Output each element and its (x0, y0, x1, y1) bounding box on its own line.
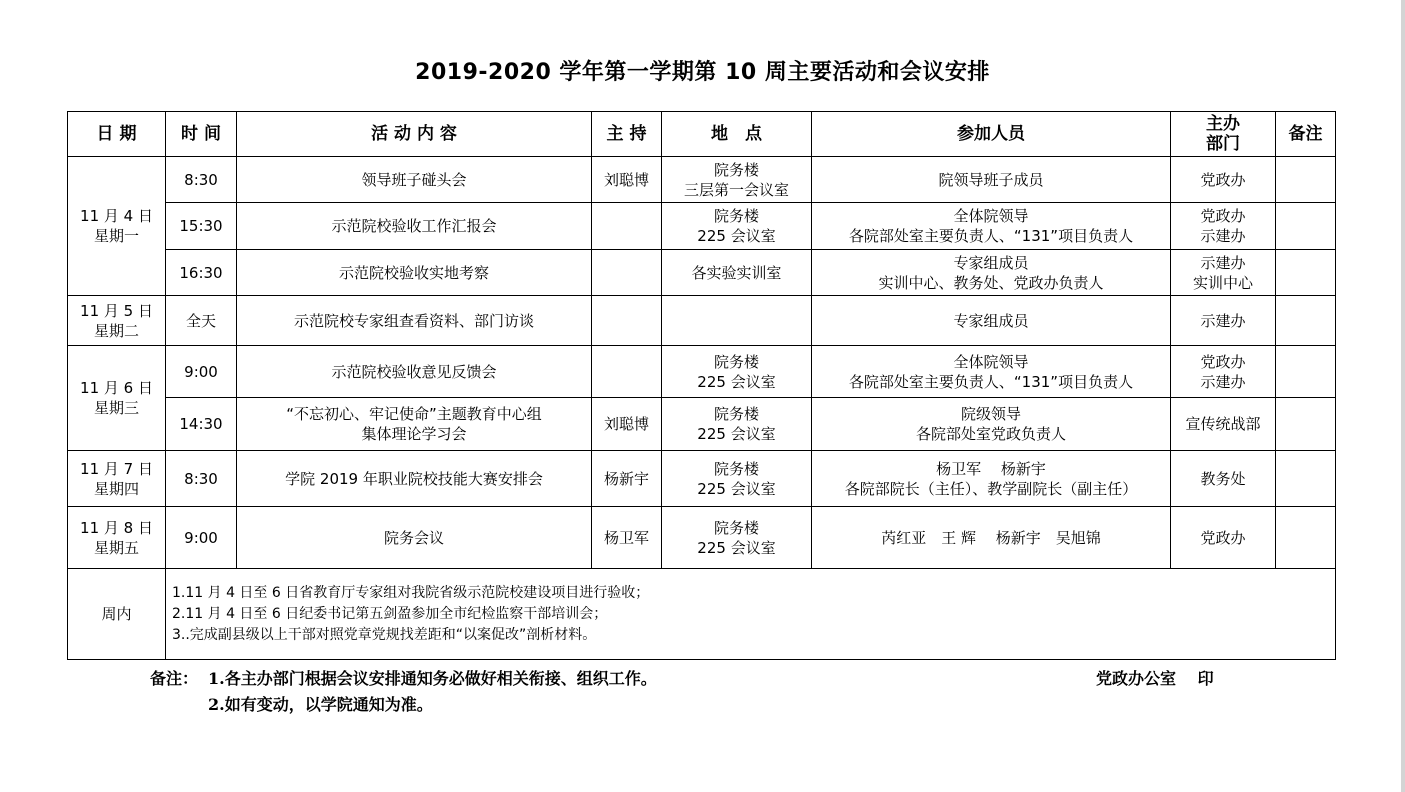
header-dept: 主办 部门 (1171, 112, 1276, 157)
location-cell: 院务楼 225 会议室 (662, 507, 812, 569)
host-cell: 刘聪博 (592, 157, 662, 203)
week-notes-row (68, 569, 1336, 660)
location-cell: 院务楼 225 会议室 (662, 398, 812, 451)
location-cell: 院务楼 225 会议室 (662, 346, 812, 398)
activity-cell: 院务会议 (237, 507, 592, 569)
dept-cell: 党政办 (1171, 157, 1276, 203)
participants-cell: 专家组成员 实训中心、教务处、党政办负责人 (812, 250, 1171, 296)
date-cell: 11 月 5 日 星期二 (68, 296, 166, 346)
footer-note-label: 备注： (150, 669, 199, 688)
host-cell: 杨卫军 (592, 507, 662, 569)
location-cell: 院务楼 225 会议室 (662, 203, 812, 250)
table-row (68, 398, 1336, 451)
activity-cell: 示范院校验收意见反馈会 (237, 346, 592, 398)
host-cell (592, 250, 662, 296)
time-cell: 全天 (166, 296, 237, 346)
week-label: 周内 (68, 569, 166, 660)
location-cell (662, 296, 812, 346)
remark-cell (1276, 507, 1336, 569)
host-cell (592, 296, 662, 346)
table-row (68, 296, 1336, 346)
footer-seal: 党政办公室 印 (1096, 669, 1214, 688)
header-host: 主 持 (592, 112, 662, 157)
header-location: 地 点 (662, 112, 812, 157)
header-date: 日 期 (68, 112, 166, 157)
participants-cell: 院级领导 各院部处室党政负责人 (812, 398, 1171, 451)
location-cell: 各实验实训室 (662, 250, 812, 296)
week-note: 3..完成副县级以上干部对照党章党规找差距和“以案促改”剖析材料。 (172, 626, 597, 643)
dept-cell: 示建办 (1171, 296, 1276, 346)
table-row (68, 346, 1336, 398)
host-cell: 刘聪博 (592, 398, 662, 451)
week-notes (166, 569, 1336, 660)
time-cell: 8:30 (166, 157, 237, 203)
dept-cell: 党政办 (1171, 507, 1276, 569)
host-cell: 杨新宇 (592, 451, 662, 507)
activity-cell: 学院 2019 年职业院校技能大赛安排会 (237, 451, 592, 507)
activity-cell: “不忘初心、牢记使命”主题教育中心组 集体理论学习会 (237, 398, 592, 451)
activity-cell: 示范院校专家组查看资料、部门访谈 (237, 296, 592, 346)
remark-cell (1276, 203, 1336, 250)
table-row (68, 250, 1336, 296)
week-note: 1.11 月 4 日至 6 日省教育厅专家组对我院省级示范院校建设项目进行验收； (172, 584, 650, 601)
header-remark: 备注 (1276, 112, 1336, 157)
activity-cell: 示范院校验收工作汇报会 (237, 203, 592, 250)
remark-cell (1276, 296, 1336, 346)
footer-note-2: 2.如有变动，以学院通知为准。 (208, 695, 433, 714)
time-cell: 14:30 (166, 398, 237, 451)
participants-cell: 芮红亚 王 辉 杨新宇 吴旭锦 (812, 507, 1171, 569)
participants-cell: 院领导班子成员 (812, 157, 1171, 203)
header-time: 时 间 (166, 112, 237, 157)
dept-cell: 教务处 (1171, 451, 1276, 507)
remark-cell (1276, 250, 1336, 296)
location-cell: 院务楼 225 会议室 (662, 451, 812, 507)
table-row (68, 203, 1336, 250)
participants-cell: 专家组成员 (812, 296, 1171, 346)
table-row (68, 507, 1336, 569)
time-cell: 15:30 (166, 203, 237, 250)
schedule-table (67, 111, 1336, 660)
date-cell: 11 月 6 日 星期三 (68, 346, 166, 451)
page-title: 2019-2020 学年第一学期第 10 周主要活动和会议安排 (415, 60, 990, 85)
time-cell: 8:30 (166, 451, 237, 507)
dept-cell: 党政办 示建办 (1171, 346, 1276, 398)
host-cell (592, 346, 662, 398)
header-participants: 参加人员 (812, 112, 1171, 157)
participants-cell: 全体院领导 各院部处室主要负责人、“131”项目负责人 (812, 346, 1171, 398)
remark-cell (1276, 451, 1336, 507)
header-row (68, 112, 1336, 157)
location-cell: 院务楼 三层第一会议室 (662, 157, 812, 203)
time-cell: 16:30 (166, 250, 237, 296)
date-cell: 11 月 4 日 星期一 (68, 157, 166, 296)
participants-cell: 全体院领导 各院部处室主要负责人、“131”项目负责人 (812, 203, 1171, 250)
date-cell: 11 月 7 日 星期四 (68, 451, 166, 507)
dept-cell: 示建办 实训中心 (1171, 250, 1276, 296)
week-note: 2.11 月 4 日至 6 日纪委书记第五剑盈参加全市纪检监察干部培训会； (172, 605, 608, 622)
time-cell: 9:00 (166, 346, 237, 398)
participants-cell: 杨卫军 杨新宇 各院部院长（主任）、教学副院长（副主任） (812, 451, 1171, 507)
date-cell: 11 月 8 日 星期五 (68, 507, 166, 569)
header-activity: 活 动 内 容 (237, 112, 592, 157)
remark-cell (1276, 346, 1336, 398)
window-scrollbar-edge (1401, 0, 1405, 792)
remark-cell (1276, 157, 1336, 203)
footer-note-1: 1.各主办部门根据会议安排通知务必做好相关衔接、组织工作。 (208, 669, 657, 688)
dept-cell: 宣传统战部 (1171, 398, 1276, 451)
activity-cell: 领导班子碰头会 (237, 157, 592, 203)
table-row (68, 157, 1336, 203)
activity-cell: 示范院校验收实地考察 (237, 250, 592, 296)
time-cell: 9:00 (166, 507, 237, 569)
dept-cell: 党政办 示建办 (1171, 203, 1276, 250)
table-row (68, 451, 1336, 507)
remark-cell (1276, 398, 1336, 451)
host-cell (592, 203, 662, 250)
